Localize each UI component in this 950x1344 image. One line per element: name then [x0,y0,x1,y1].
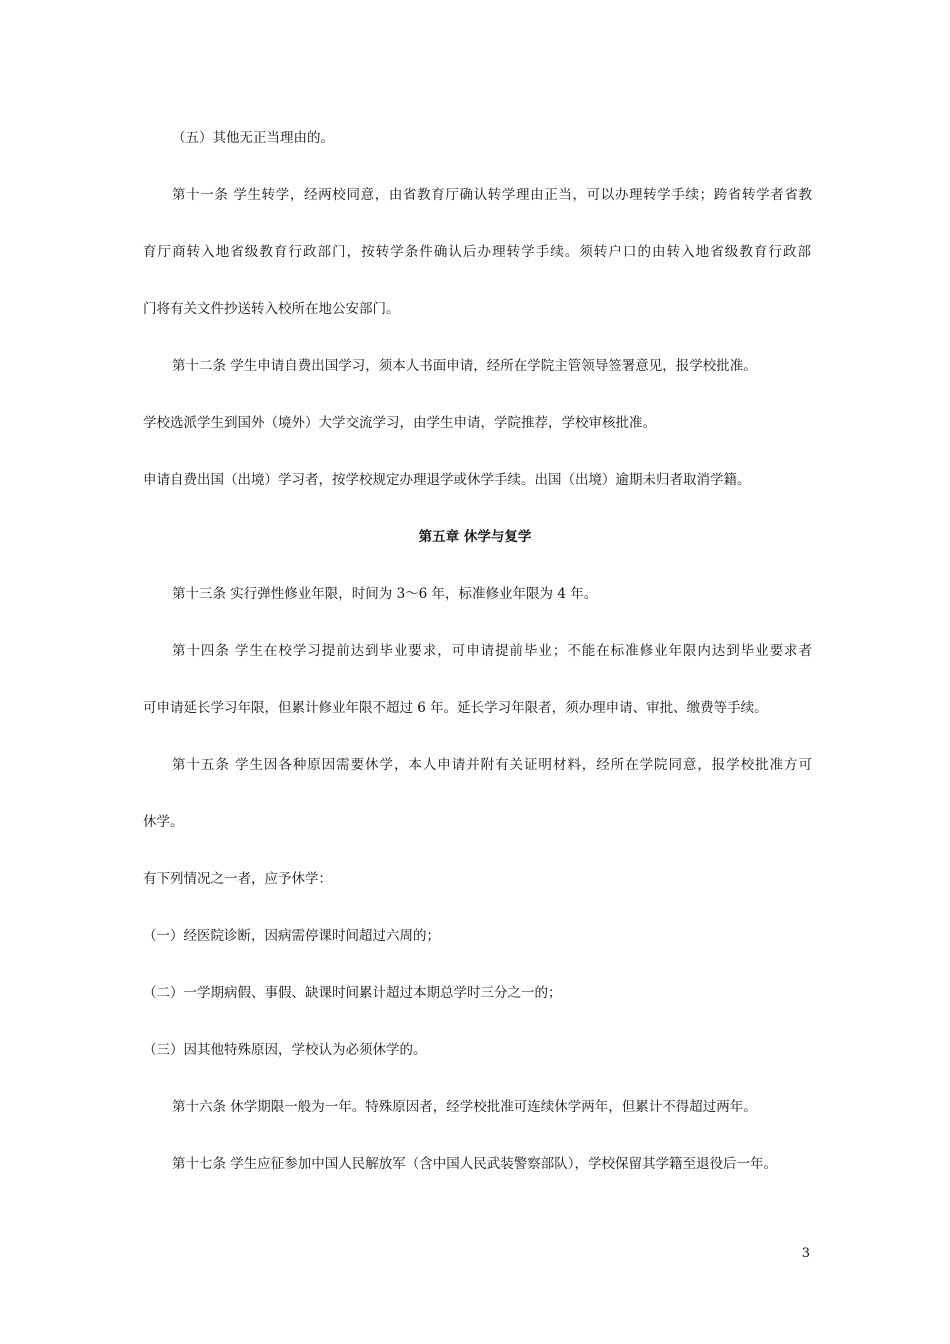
article-17: 第十七条 学生应征参加中国人民解放军（含中国人民武装警察部队），学校保留其学籍至退役后一年。 [172,1156,778,1172]
article-11-line-1: 第十一条 学生转学，经两校同意，由省教育厅确认转学理由正当，可以办理转学手续；跨省转学者省教 [172,187,812,203]
article-13: 第十三条 实行弹性修业年限，时间为 3～6 年，标准修业年限为 4 年。 [172,586,598,602]
article-15-item-1: （一）经医院诊断，因病需停课时间超过六周的； [143,928,440,944]
article-12-line-1: 第十二条 学生申请自费出国学习，须本人书面申请，经所在学院主管领导签署意见，报学校批准。 [172,358,757,374]
chapter-heading: 第五章 休学与复学 [418,529,532,545]
article-15-conditions-intro: 有下列情况之一者，应予休学： [143,871,332,887]
article-16: 第十六条 休学期限一般为一年。特殊原因者，经学校批准可连续休学两年，但累计不得超过两年。 [172,1099,757,1115]
article-15-item-2: （二）一学期病假、事假、缺课时间累计超过本期总学时三分之一的； [143,985,562,1001]
article-14-line-2: 可申请延长学习年限，但累计修业年限不超过 6 年。延长学习年限者，须办理申请、审批、缴费等手续。 [143,700,768,716]
article-12-line-2: 学校选派学生到国外（境外）大学交流学习，由学生申请，学院推荐，学校审核批准。 [143,415,656,431]
article-14-line-1: 第十四条 学生在校学习提前达到毕业要求，可申请提前毕业；不能在标准修业年限内达到毕业要求者 [172,643,812,659]
article-15-line-2: 休学。 [143,814,184,830]
article-11-line-2: 育厅商转入地省级教育行政部门，按转学条件确认后办理转学手续。须转户口的由转入地省级教育行政部 [143,244,811,260]
article-12-line-3: 申请自费出国（出境）学习者，按学校规定办理退学或休学手续。出国（出境）逾期未归者取消学籍。 [143,472,751,488]
article-11-line-3: 门将有关文件抄送转入校所在地公安部门。 [143,301,400,317]
article-10-item-5: （五）其他无正当理由的。 [172,130,334,146]
article-15-item-3: （三）因其他特殊原因，学校认为必须休学的。 [143,1042,427,1058]
article-15-line-1: 第十五条 学生因各种原因需要休学，本人申请并附有关证明材料，经所在学院同意，报学校批准方可 [172,757,812,773]
page-number: 3 [801,1246,810,1261]
